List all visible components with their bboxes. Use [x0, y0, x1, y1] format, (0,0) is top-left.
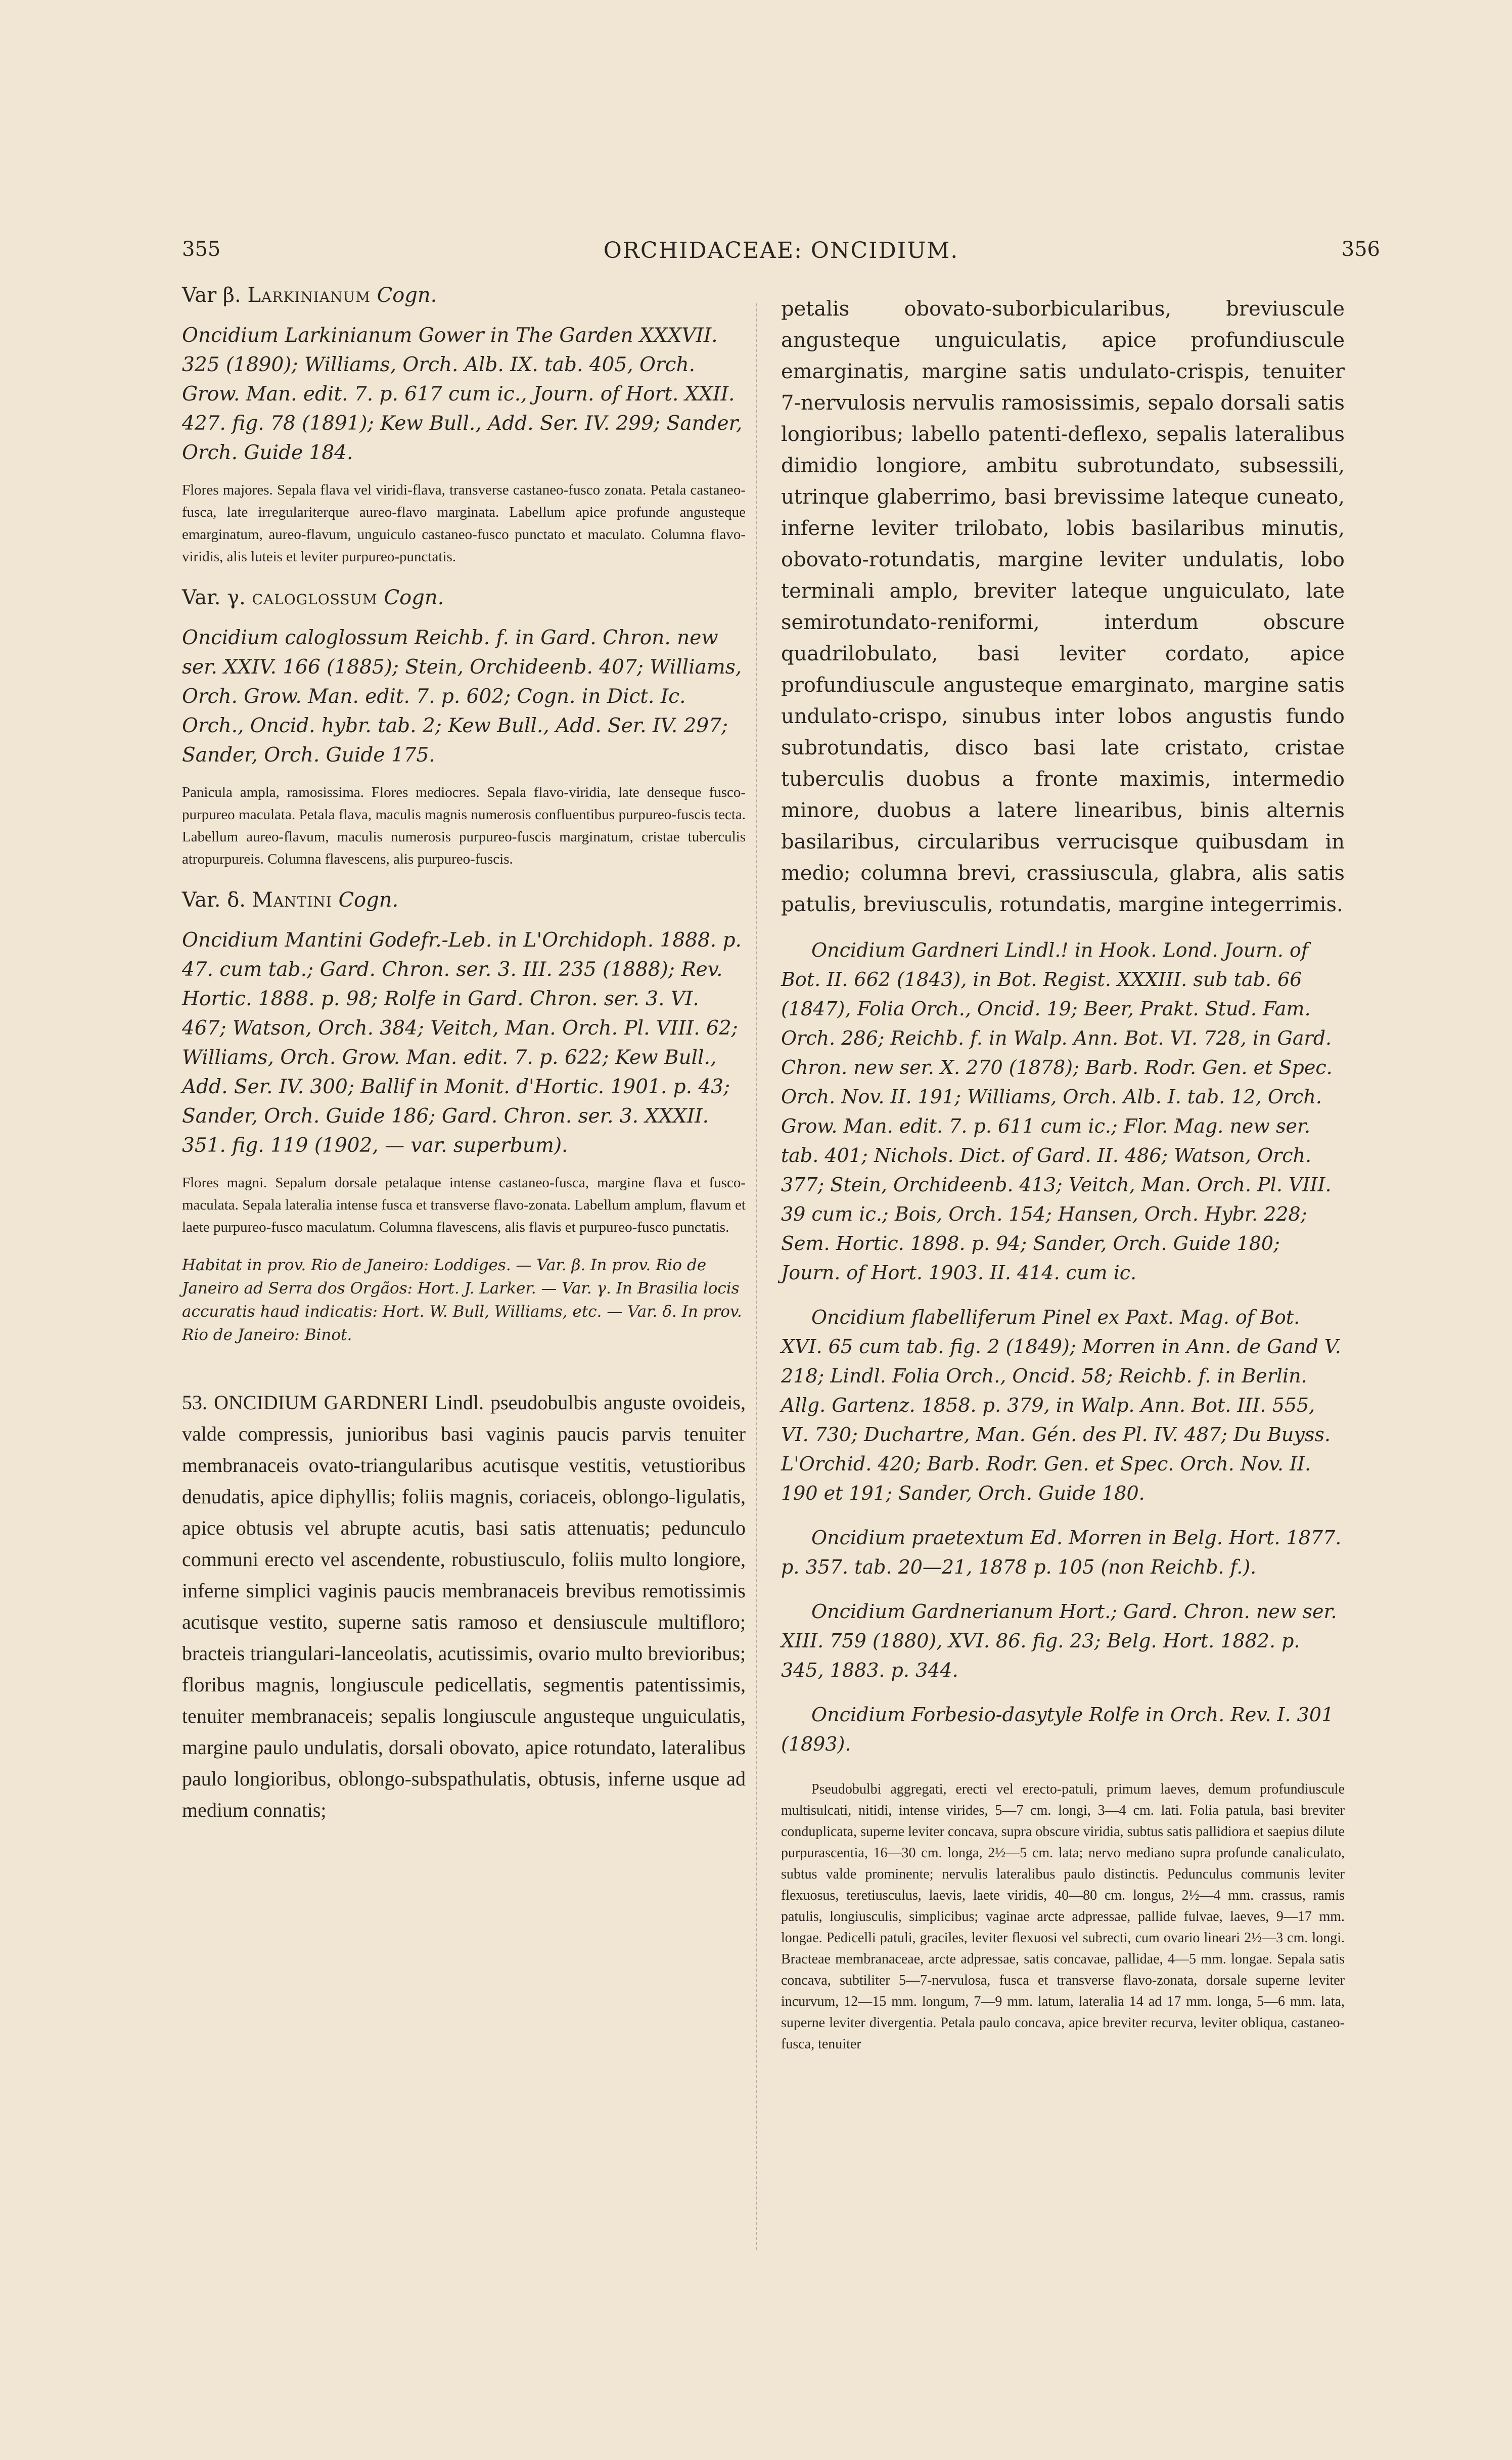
description-continuation: petalis obovato-suborbicularibus, breviuscule angusteque unguiculatis, apice profundiuscule emarginatis, margine satis undulato-crispis, tenuiter 7-nervulosis nervulis ramosissimis, sepalo dorsali satis longioribus; labello patenti-deflexo, sepalis lateralibus dimidio longiore, ambitu subrotundato, subsessili, utrinque glaberrimo, basi brevissime lateque cuneato, inferne leviter trilobato, lobis basilaribus minutis, obovato-rotundatis, margine leviter undulatis, lobo terminali amplo, breviter lateque unguiculato, late semirotundato-reniformi, interdum obscure quadrilobulato, basi leviter cordato, apice profundiuscule angusteque emarginato, margine satis undulato-crispo, sinubus inter lobos angustis fundo subrotundatis, disco basi late cristato, cristae tuberculis duobus a fronte maximis, intermedio minore, duobus a latere linearibus, binis alternis basilaribus, circularibus verrucisque quibusdam in medio; columna brevi, crassiuscula, glabra, alis satis patulis, breviusculis, rotundatis, margine integerrimis. — [781, 297, 1345, 916]
var-delta-label: Var. δ. — [182, 888, 246, 912]
left-column — [182, 281, 746, 1836]
synonym-forbesio-dasytyle: Oncidium Forbesio-dasytyle Rolfe in Orch. Rev. I. 301 (1893). — [781, 1704, 1334, 1755]
var-gamma-heading — [182, 583, 746, 612]
var-beta-heading — [182, 281, 746, 310]
detailed-description: Pseudobulbi aggregati, erecti vel erecto-patuli, primum laeves, demum profundiuscule multisulcati, nitidi, intense virides, 5—7 cm. longi, 3—4 cm. lati. Folia patula, basi breviter conduplicata, superne leviter concava, supra obscure viridia, subtus satis pallidiora et saepius dilute purpurascentia, 16—30 cm. longa, 2½—5 cm. lata; nervo mediano supra profunde canaliculato, subtus valde prominente; nervulis lateralibus paulo distinctis. Pedunculus communis leviter flexuosus, teretiusculus, laevis, laete viridis, 40—80 cm. longus, 2½—4 mm. crassus, ramis patulis, longiusculis, simplicibus; vaginae arcte adpressae, pallide fulvae, laeves, 9—17 mm. longae. Pedicelli patuli, graciles, leviter flexuosi vel subrecti, cum ovario lineari 2½—3 cm. longi. Bracteae membranaceae, arcte adpressae, satis concavae, pallidae, 4—5 mm. longae. Sepala satis concava, subtiliter 5—7-nervulosa, fusca et transverse flavo-zonata, dorsale superne leviter incurvum, 12—15 mm. longum, 7—9 mm. latum, lateralia 14 ad 17 mm. longa, 5—6 mm. lata, superne leviter divergentia. Petala paulo concava, apice breviter recurva, leviter obliqua, castaneo-fusca, tenuiter — [781, 1781, 1345, 2052]
running-head: ORCHIDACEAE: ONCIDIUM. — [603, 238, 959, 263]
var-gamma-description: Panicula ampla, ramosissima. Flores mediocres. Sepala flavo-viridia, late denseque fusco-purpureo maculata. Petala flava, maculis magnis numerosis confluentibus purpureo-fuscis tecta. Labellum aureo-flavum, maculis numerosis purpureo-fuscis marginatum, cristae tuberculis atropurpureis. Columna flavescens, alis purpureo-fuscis. — [182, 784, 746, 867]
synonym-praetextum: Oncidium praetextum Ed. Morren in Belg. Hort. 1877. p. 357. tab. 20—21, 1878 p. 105 (non Reichb. f.). — [781, 1527, 1342, 1578]
var-gamma-citation: Oncidium caloglossum Reichb. f. in Gard. Chron. new ser. XXIV. 166 (1885); Stein, Orchideenb. 407; Williams, Orch. Grow. Man. edit. 7. p. 602; Cogn. in Dict. Ic. Orch., Oncid. hybr. tab. 2; Kew Bull., Add. Ser. IV. 297; Sander, Orch. Guide 175. — [182, 627, 742, 767]
species-description: 53. ONCIDIUM GARDNERI Lindl. pseudobulbis anguste ovoideis, valde compressis, junioribus basi vaginis paucis parvis tenuiter membranaceis ovato-triangularibus acutisque vestitis, vetustioribus denudatis, apice diphyllis; foliis magnis, coriaceis, oblongo-ligulatis, apice obtusis vel abrupte acutis, basi satis attenuatis; pedunculo communi erecto vel ascendente, robustiusculo, foliis multo longiore, inferne simplici vaginis paucis membranaceis brevibus remotissimis acutisque vestito, superne satis ramoso et densiuscule multifloro; bracteis triangulari-lanceolatis, acutissimis, ovario multo brevioribus; floribus magnis, longiuscule pedicellatis, segmentis patentissimis, tenuiter membranaceis; sepalis longiuscule angusteque unguiculatis, margine paulo undulatis, dorsali obovato, apice rotundato, lateralibus paulo longioribus, oblongo-subspathulatis, obtusis, inferne usque ad medium connatis; — [182, 1391, 746, 1821]
var-gamma-name: caloglossum — [252, 586, 378, 609]
synonym-flabelliferum: Oncidium flabelliferum Pinel ex Paxt. Mag. of Bot. XVI. 65 cum tab. fig. 2 (1849); Morren in Ann. de Gand V. 218; Lindl. Folia Orch., Oncid. 58; Reichb. f. in Berlin. Allg. Gartenz. 1858. p. 379, in Walp. Ann. Bot. III. 555, VI. 730; Duchartre, Man. Gén. des Pl. IV. 487; Du Buyss. L'Orchid. 420; Barb. Rodr. Gen. et Spec. Orch. Nov. II. 190 et 191; Sander, Orch. Guide 180. — [781, 1306, 1341, 1504]
var-beta-author: Cogn. — [377, 284, 437, 307]
var-beta-label: Var β. — [182, 284, 241, 307]
var-beta-citation: Oncidium Larkinianum Gower in The Garden XXXVII. 325 (1890); Williams, Orch. Alb. IX. tab. 405, Orch. Grow. Man. edit. 7. p. 617 cum ic., Journ. of Hort. XXII. 427. fig. 78 (1891); Kew Bull., Add. Ser. IV. 299; Sander, Orch. Guide 184. — [182, 324, 743, 464]
var-gamma-label: Var. γ. — [182, 586, 246, 609]
var-delta-heading — [182, 885, 746, 915]
page-number-right: 356 — [1341, 238, 1380, 261]
var-gamma-author: Cogn. — [384, 586, 444, 609]
var-delta-description: Flores magni. Sepalum dorsale petalaque intense castaneo-fusca, margine flava et fusco-maculata. Sepala lateralia intense fusca et transverse flavo-zonata. Labellum amplum, flavum et laete purpureo-fusco maculatum. Columna flavescens, alis flavis et purpureo-fusco punctatis. — [182, 1175, 746, 1235]
var-delta-author: Cogn. — [338, 888, 399, 912]
right-column — [781, 293, 1345, 2069]
var-beta-name: Larkinianum — [247, 284, 371, 307]
var-delta-citation: Oncidium Mantini Godefr.-Leb. in L'Orchidoph. 1888. p. 47. cum tab.; Gard. Chron. ser. 3. III. 235 (1888); Rev. Hortic. 1888. p. 98; Rolfe in Gard. Chron. ser. 3. VI. 467; Watson, Orch. 384; Veitch, Man. Orch. Pl. VIII. 62; Williams, Orch. Grow. Man. edit. 7. p. 622; Kew Bull., Add. Ser. IV. 300; Ballif in Monit. d'Hortic. 1901. p. 43; Sander, Orch. Guide 186; Gard. Chron. ser. 3. XXXII. 351. fig. 119 (1902, — var. superbum). — [182, 929, 742, 1157]
habitat-paragraph: Habitat in prov. Rio de Janeiro: Loddiges. — Var. β. In prov. Rio de Janeiro ad Serra dos Orgãos: Hort. J. Larker. — Var. γ. In Brasilia locis accuratis haud indicatis: Hort. W. Bull, Williams, etc. — Var. δ. In prov. Rio de Janeiro: Binot. — [182, 1256, 742, 1344]
var-beta-description: Flores majores. Sepala flava vel viridi-flava, transverse castaneo-fusco zonata. Petala castaneo-fusca, late irregulariterque aureo-flavo marginata. Labellum apice profunde angusteque emarginatum, aureo-flavum, unguiculo castaneo-fusco punctato et maculato. Columna flavo-viridis, alis luteis et leviter purpureo-punctatis. — [182, 482, 746, 565]
synonym-gardnerianum: Oncidium Gardnerianum Hort.; Gard. Chron. new ser. XIII. 759 (1880), XVI. 86. fig. 23; Belg. Hort. 1882. p. 345, 1883. p. 344. — [781, 1600, 1337, 1681]
var-delta-name: Mantini — [252, 888, 332, 912]
page-number-left: 355 — [182, 238, 221, 261]
page-header — [182, 238, 1380, 278]
synonym-gardneri: Oncidium Gardneri Lindl.! in Hook. Lond. Journ. of Bot. II. 662 (1843), in Bot. Regist. XXXIII. sub tab. 66 (1847), Folia Orch., Oncid. 19; Beer, Prakt. Stud. Fam. Orch. 286; Reichb. f. in Walp. Ann. Bot. VI. 728, in Gard. Chron. new ser. X. 270 (1878); Barb. Rodr. Gen. et Spec. Orch. Nov. II. 191; Williams, Orch. Alb. I. tab. 12, Orch. Grow. Man. edit. 7. p. 611 cum ic.; Flor. Mag. new ser. tab. 401; Nichols. Dict. of Gard. II. 486; Watson, Orch. 377; Stein, Orchideenb. 413; Veitch, Man. Orch. Pl. VIII. 39 cum ic.; Bois, Orch. 154; Hansen, Orch. Hybr. 228; Sem. Hortic. 1898. p. 94; Sander, Orch. Guide 180; Journ. of Hort. 1903. II. 414. cum ic. — [781, 939, 1333, 1284]
column-divider — [756, 303, 758, 2250]
